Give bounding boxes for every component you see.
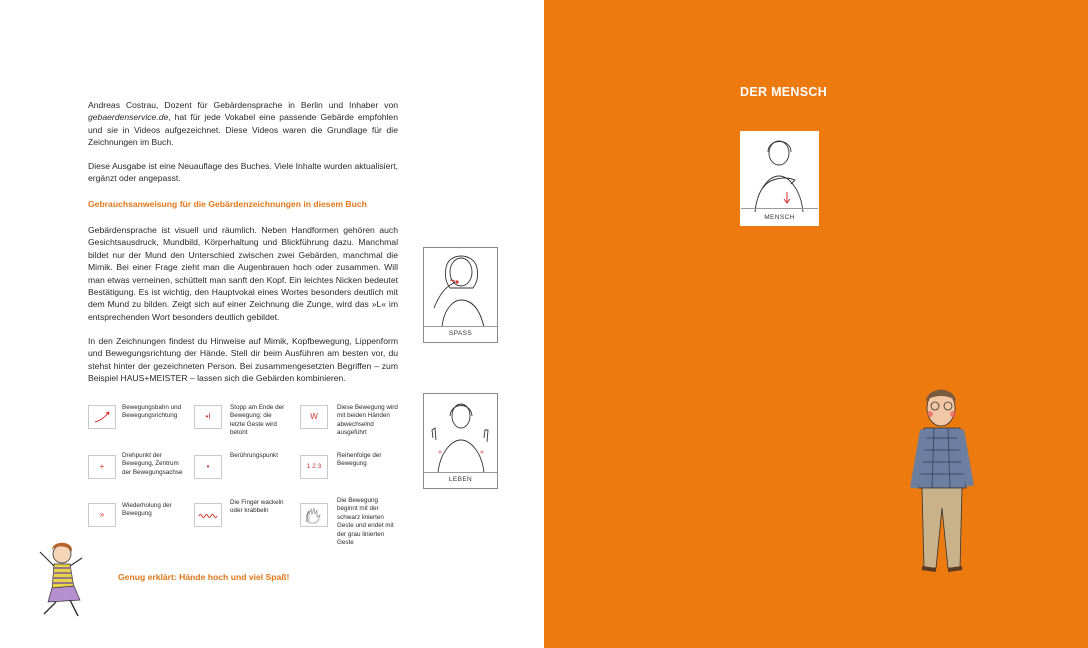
legend-symbol-box	[88, 455, 116, 479]
svg-text:«: «	[480, 449, 484, 456]
instructions-paragraph-2: In den Zeichnungen findest du Hinweise auf Mimik, Kopfbewegung, Lippenform und Bewegungsrichtung der Hände. Stell dir beim Ausführen am besten vor, du stehst hinter der gezeichneten Person. Bei zusammengesetzten Begriffen – zum Beispiel HAUS+MEISTER – lassen sich die Gebärden kombinieren.	[88, 336, 398, 384]
jumping-girl-illustration	[30, 538, 100, 620]
card-divider	[741, 208, 818, 209]
intro-text-end: , hat für jede Vokabel eine passende Gebärde empfohlen und sie in Videos aufgezeichnet. Diese Videos waren die Grundlage für die Zeichnungen im Buch.	[88, 112, 398, 148]
touch-point-icon: •	[206, 462, 210, 471]
legend-text: Bewegungsbahn und Bewegungsrichtung	[122, 404, 182, 420]
legend-text: Die Bewegung beginnt mit der schwarz linierten Geste und endet mit der grau linierten Geste	[337, 497, 394, 547]
card-divider	[424, 472, 497, 473]
legend-symbol-box	[88, 503, 116, 527]
repeat-mark-icon: »	[99, 510, 105, 519]
sign-card-leben	[423, 393, 498, 489]
hand-shape-icon	[301, 504, 327, 526]
legend-symbol-box	[300, 405, 328, 429]
curved-arrow-icon	[89, 406, 115, 428]
spass-sign-illustration	[424, 248, 497, 328]
leben-sign-illustration	[424, 394, 497, 474]
legend-text: Stopp am Ende der Bewegung; die letzte Geste wird betont	[230, 404, 285, 437]
legend-symbol-box	[88, 405, 116, 429]
wiggle-fingers-icon	[195, 504, 221, 526]
legend-symbol-box	[194, 405, 222, 429]
website-reference: gebaerdenservice.de	[88, 112, 169, 123]
intro-text-start: Andreas Costrau, Dozent für Gebärdensprache in Berlin und Inhaber von	[88, 100, 398, 110]
instructions-heading: Gebrauchsanweisung für die Gebärdenzeichnungen in diesem Buch	[88, 199, 367, 209]
sign-label-mensch: MENSCH	[764, 214, 795, 221]
chapter-title: DER MENSCH	[740, 85, 828, 99]
sign-label-leben: LEBEN	[448, 476, 473, 483]
man-illustration	[904, 378, 986, 578]
legend-symbol-box	[194, 455, 222, 479]
legend-text: Berührungspunkt	[230, 452, 278, 459]
legend-symbol-box	[300, 455, 328, 479]
mensch-sign-illustration	[741, 132, 818, 212]
tagline: Genug erklärt: Hände hoch und viel Spaß!	[118, 572, 290, 582]
alternating-hands-icon: W	[310, 412, 318, 421]
legend-text: Drehpunkt der Bewegung, Zentrum der Bewegungsachse	[122, 452, 183, 476]
sign-card-spass	[423, 247, 498, 343]
card-divider	[424, 326, 497, 327]
right-page	[544, 0, 1088, 648]
legend-text: Wiederholung der Bewegung	[122, 502, 172, 518]
legend-symbol-box	[300, 503, 328, 527]
instructions-paragraph-1: Gebärdensprache ist visuell und räumlich. Neben Handformen gehören auch Gesichtsausdruck, Mundbild, Körperhaltung und Blickführung dazu. Manchmal bildet nur der Mund den Unterschied zwischen zwei Gebärden, manchmal die Mimik. Bei einer Frage zieht man die Augenbrauen hoch oder zusammen. Will man etwas verneinen, schüttelt man sanft den Kopf. Ein leichtes Nicken bedeutet Bestätigung. Es ist wichtig, den Hauptvokal eines Wortes besonders deutlich mit dem Mund zu bilden. Zeigt sich auf einer Zeichnung die Zunge, wird das »L« im entsprechenden Wort besonders deutlich gebildet.	[88, 225, 398, 322]
sign-label-spass: SPASS	[448, 330, 473, 337]
legend-text: Diese Bewegung wird mit beiden Händen abwechselnd ausgeführt	[337, 404, 398, 437]
sequence-numbers-icon: 1 2 3	[306, 463, 322, 470]
sign-card-mensch	[740, 131, 819, 226]
legend-text: Reihenfolge der Bewegung	[337, 452, 382, 468]
intro-paragraph-1	[88, 99, 398, 149]
svg-text:»: »	[438, 449, 442, 456]
legend-text: Die Finger wackeln oder krabbeln	[230, 499, 284, 515]
legend-symbol-box	[194, 503, 222, 527]
pivot-point-icon: +	[99, 462, 105, 471]
stop-mark-icon: •I	[205, 412, 211, 421]
intro-paragraph-2: Diese Ausgabe ist eine Neuauflage des Buches. Viele Inhalte wurden aktualisiert, ergänzt oder angepasst.	[88, 161, 398, 184]
